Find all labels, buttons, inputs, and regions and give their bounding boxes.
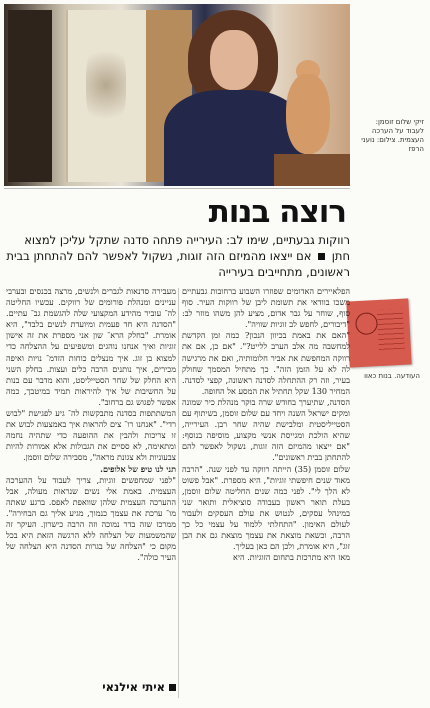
paragraph: מאז היא מתרכזת בתחום הזוגיות. היא [232, 552, 350, 563]
flyer-text-lines [377, 309, 405, 350]
article-photo [4, 4, 350, 186]
portrait-face [210, 30, 258, 90]
photo-divider [4, 188, 350, 189]
article-column-left [6, 286, 176, 676]
wall-panel-painting [66, 10, 148, 182]
subheadline-part-2: אם ייצאו מהמיזם הזה זוגות, נשקול לאפשר להם להתחתן בבית ראשונים, מתחייבים בעירייה [6, 249, 350, 279]
flyer-seal [355, 312, 378, 335]
photo-caption: זיקי שלום זוסמן: לעבוד על הערכה העצמית. צילום: נועני הרפז [361, 118, 424, 153]
headline: רוצה בנות [208, 194, 346, 230]
paragraph: מעבירה סדנאות לגברים ולנשים, מרצה בכנסים ובערבי עניינים ומנהלת פורומים של רווקים. עכשיו החליטה לה־ עוביר מהידע המקצועי שלה להגשמת גב־ עתיים. "הסדנה היא חד פעמית ומיועדת לנשים בלבד", היא אומרת. "בחלק הרא־ שון אני מספרת את זה אישון זוגיות ואיך אנחנו נוהגים ומשפיעים על ההצלחה כדי למצוא בן זוג. איך מנצלים כוחות הזדמ־ נויות ואיפה מכירים, איך נותנים הרבה כלים ועצות. בחלק השני היא החלק של שחר הסטייליסט, והוא מדבר עם בנות על החשיבות של איך להיראות תמיד במיטבך, כמה אפשר לפגוש גם ברחוב". [6, 286, 176, 407]
subheadline-part-1: רווקות גבעתיים, שימו לב: העירייה פתחה סדנה שתקל עליכן למצוא חתן [24, 233, 350, 263]
byline [6, 680, 176, 694]
paragraph: המשתתפות בסדנה מתבקשות לה־ גיע לפגישת "לבוש רדי". "אנחנו רו־ צים להראות איך באמצעות לבוש את זו צריכות ולהבין את ההופעה כדי שתהיה נחמה ומתאימה, לא ססיים את הגבולות אלא אמורות להיות צבעוניות ולא צגונת מראה", מסבירה שלום זוסמן. [6, 408, 176, 463]
subheadline [6, 232, 350, 280]
interview-question: תני לנו טיפ של אלופים. [100, 463, 176, 474]
flyer-caption: העודעה. בנות כאוו [364, 372, 420, 380]
article-column-right [182, 286, 350, 700]
painting-blossom [86, 40, 126, 130]
flyer-photo [346, 298, 411, 367]
paragraph: הסדנה, שתיערך בחודש שרה בוקר מנהלת כיר שמונה ומקים ישראל השנה ויחד עם שלום זוסמן, בשיתוף עם הסטייליסטית ומלבישת שהיה שחר רבן. העירייה, שהיא הולכת ומגייסת אנשי מקצוע, מוסיפה בנוסף: "אם ייצאו מהמיזם הזה זוגות, נשקול לאפשר להם להתחתן בבית ראשונים". [182, 396, 350, 463]
paragraph: הפלאיירים האדומים שפוזרו השבוע ברחובות גבעתיים משכו בוודאי את תשומת ליבן של רווקות העיר. סוף סוף, שוחר על גבר אדום, מציע להן משהו מוזר לב: "דיבורים, לחפש לב זוגיות שוויה". [182, 286, 350, 330]
paragraph: "לפני שמחפשים זוגיות, צריך לעבוד על ההערכה העצמית. באמת אלי נשים שנראות מעולה, אבל ההערכה העצמית שלהן שוואפת לאפס. ברגע שאתה מו־ ערכת את עצמך כנמוך, מגיע אליך גם הבחירה". ממרכז שזה בדר נמוכה וזה הרבה כישרון. העיקר זה שהמשמעות של הצלחה ללא הרגשה הזאת היא בכל מקום כי "הצלחה של בגרות הסדנה היא הצלחה של העיר כולה". [6, 474, 176, 563]
square-bullet-icon [169, 684, 176, 691]
wall-panel-dark [8, 10, 52, 182]
paragraph: "האם את באמת בכיוון הנכון? כמה זמן הקדשת למחשבה מה אלב הערב ללייט?". "אם כן, אם את רווקה המחפשת את אביר חלומותיה, ואם את מרגישה לה לא על הזמן הזה". כך מתחיל המסמך שחולק בעיר, וזה רק ההתחלה לסדנה ראשונה, קפצי לסדנה. המחיר 130 שקל תחתיל את המסע אל החופה. [182, 330, 350, 396]
table [274, 154, 350, 186]
square-bullet-icon [318, 253, 325, 260]
column-rule [178, 288, 179, 698]
paragraph: שלום זוסמן (35) הייתה רווקה עד לפני שנה. "הרבה מאוד שנים חיפשתי זוגיות", היא מספרת. "אבל פשוט לא הלך לי". לפני כמה שנים החליטה שלום זוסמן, בעלת תואר ראשון בעבודה סוציאלית ותואר שני במינהל עסקים, לנטוש את עולם העסקים ולעבור לעולם האימון. "התחלתי ללמוד על עצמי כל כך הרבה, וכשאת מוצאת את עצמך מוצאת גם את הבן זוג", היא אומרת, ולכן הם כאן בעליך. [182, 463, 350, 552]
author-name: איתי אילנאי [102, 680, 165, 694]
sculpture [286, 74, 330, 154]
